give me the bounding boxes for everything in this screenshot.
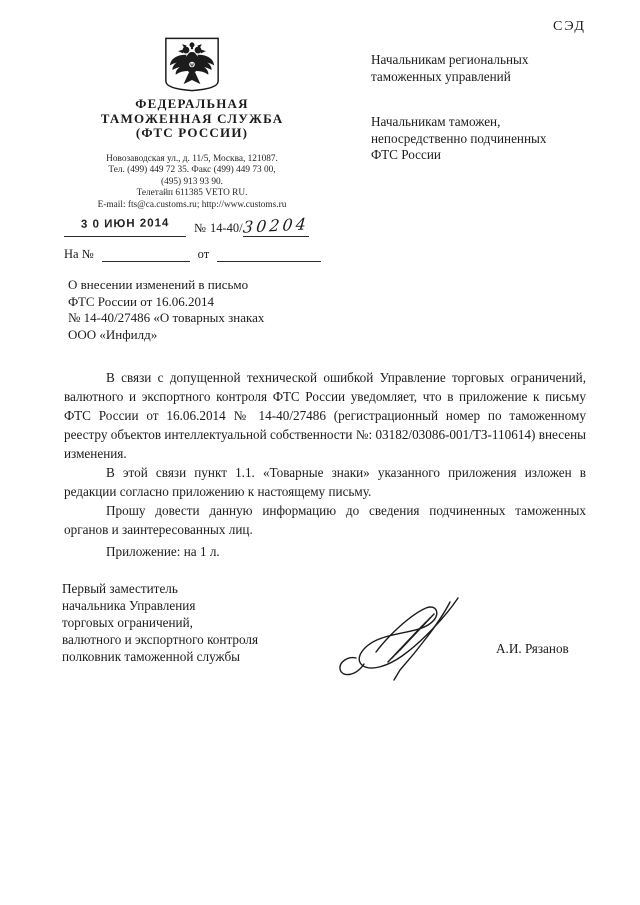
date-stamp: 3 0 ИЮН 2014 xyxy=(80,217,170,231)
letter-body xyxy=(64,368,586,539)
org-name-line: ТАМОЖЕННАЯ СЛУЖБА xyxy=(100,110,284,126)
signer-position-line: валютного и экспортного контроля xyxy=(62,632,259,647)
addressee-line: Начальникам региональных xyxy=(371,52,529,67)
subject-line: О внесении изменений в письмо xyxy=(68,277,249,292)
ref-date-line xyxy=(64,216,326,237)
signer-position-line: полковник таможенной службы xyxy=(62,649,241,664)
sed-label: СЭД xyxy=(553,19,586,34)
date-blank xyxy=(64,216,186,237)
signer-position xyxy=(62,580,302,665)
reply-date-blank xyxy=(217,245,321,262)
address-line: E-mail: fts@ca.customs.ru; http://www.customs.ru xyxy=(97,199,287,210)
outgoing-number-blank xyxy=(243,216,309,237)
signature-scribble xyxy=(330,592,470,687)
address-line: Телетайп 611385 VETO RU. xyxy=(136,188,248,198)
reply-reference-line xyxy=(64,245,326,262)
addressee-block-2 xyxy=(371,114,611,164)
signer-position-line: начальника Управления xyxy=(62,598,196,613)
address-block xyxy=(58,154,326,212)
body-paragraph: В связи с допущенной технической ошибкой Управление торговых ограничений, валютного и экспортного контроля ФТС России уведомляет, что в приложение к письму ФТС России от 16.06.2014 № 14-40/27486 (регистрационный номер по таможенному реестру объектов интеллектуальной собственности №: 03182/03086-001/ТЗ-110614) внесены изменения. xyxy=(64,370,586,461)
signer-position-line: торговых ограничений, xyxy=(62,615,193,630)
subject-line: ФТС России от 16.06.2014 xyxy=(68,293,215,309)
addressee-line: ФТС России xyxy=(371,147,441,162)
attachment-line: Приложение: на 1 л. xyxy=(106,544,220,559)
subject-line: № 14-40/27486 «О товарных знаках xyxy=(68,310,265,325)
reply-date-label: от xyxy=(197,247,210,261)
number-sign: № xyxy=(194,221,206,235)
addressee-line: таможенных управлений xyxy=(371,68,511,84)
address-line: (495) 913 93 90. xyxy=(161,176,223,187)
coat-of-arms-icon xyxy=(164,36,220,93)
letterhead xyxy=(58,36,326,211)
org-name xyxy=(58,97,326,141)
outgoing-number-handwritten: 30204 xyxy=(241,214,310,237)
addressee-line: непосредственно подчиненных xyxy=(371,130,547,146)
address-line: Тел. (499) 449 72 35. Факс (499) 449 73 00, xyxy=(108,165,276,175)
reply-number-blank xyxy=(102,245,190,262)
org-name-line: (ФТС РОССИИ) xyxy=(135,125,249,140)
signer-position-line: Первый заместитель xyxy=(62,581,178,596)
signer-name: А.И. Рязанов xyxy=(496,641,569,656)
body-paragraph: В этой связи пункт 1.1. «Товарные знаки» указанного приложения изложен в редакции согласно приложению к настоящему письму. xyxy=(64,465,586,499)
subject-block xyxy=(68,277,398,343)
org-name-line: ФЕДЕРАЛЬНАЯ xyxy=(135,96,249,111)
body-paragraph: Прошу довести данную информацию до сведения подчиненных таможенных органов и заинтересованных лиц. xyxy=(64,503,586,537)
reply-number-label: На № xyxy=(64,247,94,261)
outgoing-number-prefix: 14-40/ xyxy=(209,221,243,235)
address-line: Новозаводская ул., д. 11/5, Москва, 121087. xyxy=(106,153,278,164)
addressee-block-1 xyxy=(371,52,601,85)
addressee-line: Начальникам таможен, xyxy=(371,114,501,129)
subject-line: ООО «Инфилд» xyxy=(68,326,158,342)
